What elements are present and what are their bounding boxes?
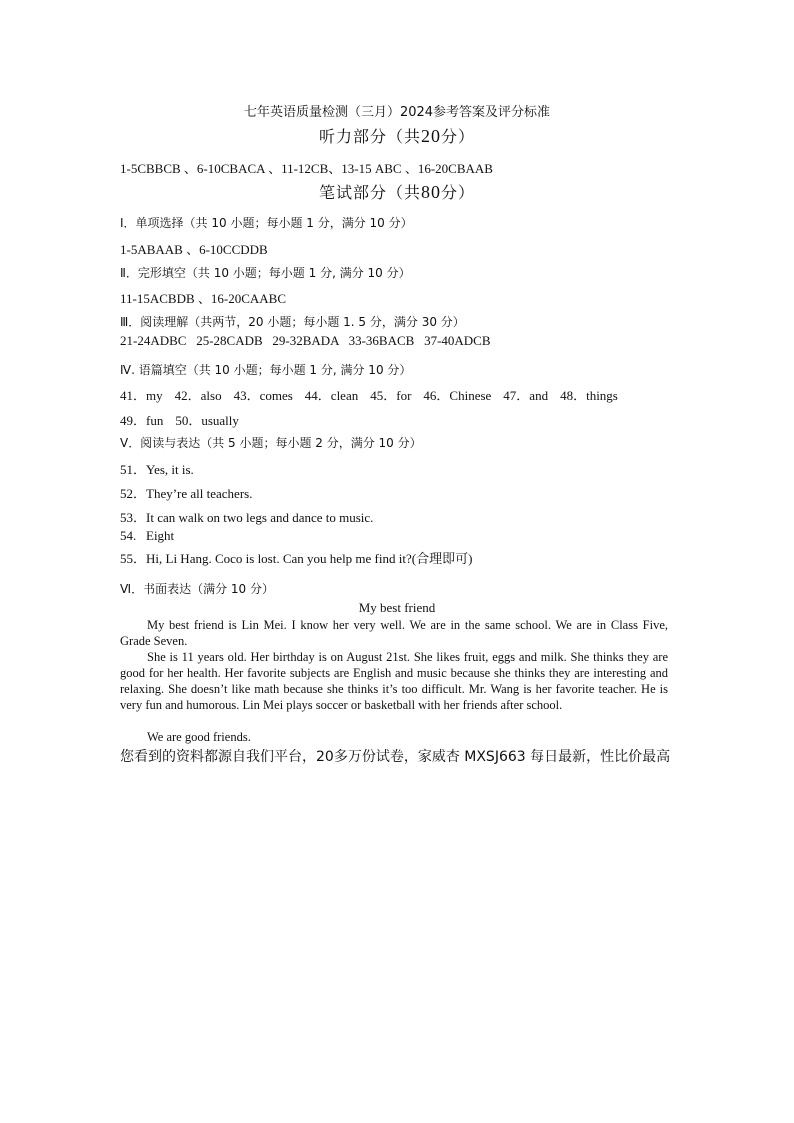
list-item: 44．clean bbox=[304, 388, 359, 403]
section2-heading: Ⅱ．完形填空（共 10 小题；每小题 1 分, 满分 10 分） bbox=[120, 266, 411, 280]
writing-part-heading-suffix: 分） bbox=[441, 183, 476, 202]
listening-heading-prefix: 听力部分（共 bbox=[318, 127, 421, 146]
list-item: 49．fun bbox=[120, 413, 164, 428]
section6-heading: Ⅵ．书面表达（满分 10 分） bbox=[120, 582, 274, 596]
writing-part-heading bbox=[0, 180, 794, 203]
section1-heading: I．单项选择（共 10 小题；每小题 1 分，满分 10 分） bbox=[120, 216, 413, 230]
section5-answer-52: 52．They’re all teachers. bbox=[120, 486, 253, 501]
document-title: 七年英语质量检测（三月）2024参考答案及评分标准 bbox=[243, 105, 551, 120]
section5-answer-51: 51．Yes, it is. bbox=[120, 462, 194, 477]
list-item: 46．Chinese bbox=[423, 388, 492, 403]
essay-paragraph-3: We are good friends. bbox=[147, 730, 251, 744]
listening-heading bbox=[0, 124, 794, 147]
essay-paragraph-1: My best friend is Lin Mei. I know her very well. We are in the same school. We are in Class Five, Grade Seven. bbox=[120, 618, 668, 648]
list-item: 41．my bbox=[120, 388, 163, 403]
section5-heading: V．阅读与表达（共 5 小题；每小题 2 分，满分 10 分） bbox=[120, 436, 422, 450]
writing-part-heading-prefix: 笔试部分（共 bbox=[318, 183, 421, 202]
list-item: 45．for bbox=[370, 388, 412, 403]
list-item: 47．and bbox=[503, 388, 549, 403]
writing-part-score: 80 bbox=[421, 182, 441, 202]
section2-answers: 11-15ACBDB 、16-20CAABC bbox=[120, 291, 287, 306]
list-item: 48．things bbox=[560, 388, 618, 403]
listening-heading-suffix: 分） bbox=[441, 127, 476, 146]
listening-answers: 1-5CBBCB 、6-10CBACA 、11-12CB、13-15 ABC 、16-20CBAAB bbox=[120, 161, 493, 176]
essay-paragraph-2: She is 11 years old. Her birthday is on August 21st. She likes fruit, eggs and milk. She thinks they are good for her health. Her favorite subjects are English and music because she thinks they are interesting and relaxing. She doesn’t like math because she thinks it’s too difficult. Mr. Wang is her favorite teacher. He is very fun and humorous. Lin Mei plays soccer or basketball with her friends after school. bbox=[120, 650, 668, 712]
listening-score: 20 bbox=[421, 126, 441, 146]
footer-advertisement: 您看到的资料都源自我们平台，20多万份试卷，家威杏 MXSJ663 每日最新，性比价最高 bbox=[120, 749, 671, 765]
list-item: 43．comes bbox=[233, 388, 293, 403]
essay-title: My best friend bbox=[358, 600, 436, 615]
section3-answers: 21-24ADBC 25-28CADB 29-32BADA 33-36BACB 37-40ADCB bbox=[120, 333, 491, 348]
section4-answers-row1 bbox=[120, 385, 630, 404]
section1-answers: 1-5ABAAB 、6-10CCDDB bbox=[120, 242, 268, 257]
list-item: 50．usually bbox=[175, 413, 239, 428]
section5-answer-53: 53．It can walk on two legs and dance to music. bbox=[120, 510, 374, 525]
section3-heading: Ⅲ．阅读理解（共两节，20 小题；每小题 1. 5 分，满分 30 分） bbox=[120, 315, 465, 329]
section4-heading: Ⅳ. 语篇填空（共 10 小题；每小题 1 分, 满分 10 分） bbox=[120, 363, 412, 377]
section5-answer-55: 55．Hi, Li Hang. Coco is lost. Can you help me find it?(合理即可) bbox=[120, 551, 473, 566]
section5-answer-54: 54. Eight bbox=[120, 528, 175, 543]
section4-answers-row2 bbox=[120, 410, 251, 429]
list-item: 42．also bbox=[174, 388, 222, 403]
